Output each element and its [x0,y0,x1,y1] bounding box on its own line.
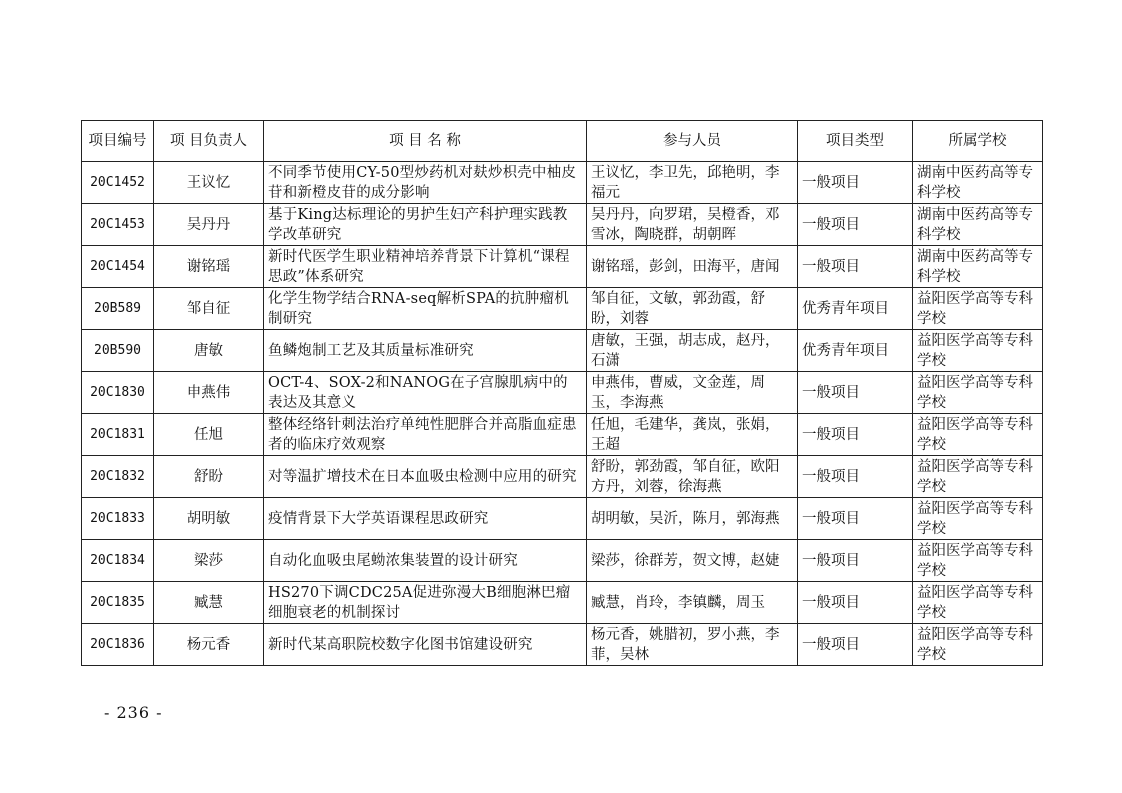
project-type-cell: 一般项目 [798,624,913,666]
header-members: 参与人员 [587,121,798,162]
table-row [82,498,1043,540]
project-type-cell: 一般项目 [798,162,913,204]
table-row [82,246,1043,288]
project-id-cell: 20C1836 [82,624,154,666]
project-id-cell: 20C1831 [82,414,154,456]
project-type-cell: 一般项目 [798,498,913,540]
project-id-cell: 20C1835 [82,582,154,624]
school-cell: 湖南中医药高等专科学校 [913,246,1043,288]
school-cell: 益阳医学高等专科学校 [913,414,1043,456]
members-cell: 臧慧，肖玲，李镇麟，周玉 [587,582,798,624]
school-cell: 益阳医学高等专科学校 [913,456,1043,498]
page-number: - 236 - [104,703,163,722]
members-cell: 梁莎，徐群芳，贺文博，赵婕 [587,540,798,582]
table-row [82,330,1043,372]
table-header-row [82,121,1043,162]
project-id-cell: 20C1834 [82,540,154,582]
project-lead-cell: 吴丹丹 [154,204,264,246]
school-cell: 益阳医学高等专科学校 [913,540,1043,582]
members-cell: 杨元香，姚腊初，罗小燕，李菲，吴林 [587,624,798,666]
members-cell: 谢铭瑶，彭剑，田海平，唐闻 [587,246,798,288]
project-table [81,120,1043,666]
school-cell: 湖南中医药高等专科学校 [913,204,1043,246]
project-lead-cell: 王议忆 [154,162,264,204]
project-name-cell: HS270下调CDC25A促进弥漫大B细胞淋巴瘤细胞衰老的机制探讨 [264,582,587,624]
members-cell: 唐敏，王强，胡志成，赵丹，石潇 [587,330,798,372]
project-id-cell: 20B589 [82,288,154,330]
members-cell: 吴丹丹，向罗珺，吴橙香，邓雪冰，陶晓群，胡朝晖 [587,204,798,246]
table-row [82,624,1043,666]
project-id-cell: 20C1832 [82,456,154,498]
project-lead-cell: 邹自征 [154,288,264,330]
project-type-cell: 一般项目 [798,540,913,582]
project-name-cell: 鱼鳞炮制工艺及其质量标准研究 [264,330,587,372]
table-body [82,162,1043,666]
project-name-cell: OCT-4、SOX-2和NANOG在子宫腺肌病中的表达及其意义 [264,372,587,414]
table-row [82,288,1043,330]
project-type-cell: 优秀青年项目 [798,330,913,372]
project-name-cell: 新时代某高职院校数字化图书馆建设研究 [264,624,587,666]
project-lead-cell: 申燕伟 [154,372,264,414]
project-lead-cell: 唐敏 [154,330,264,372]
project-id-cell: 20C1833 [82,498,154,540]
project-name-cell: 整体经络针刺法治疗单纯性肥胖合并高脂血症患者的临床疗效观察 [264,414,587,456]
school-cell: 益阳医学高等专科学校 [913,624,1043,666]
project-type-cell: 一般项目 [798,582,913,624]
project-lead-cell: 舒盼 [154,456,264,498]
project-type-cell: 一般项目 [798,414,913,456]
members-cell: 申燕伟，曹威，文金莲，周玉，李海燕 [587,372,798,414]
project-lead-cell: 谢铭瑶 [154,246,264,288]
project-lead-cell: 杨元香 [154,624,264,666]
header-project-lead: 项 目负责人 [154,121,264,162]
project-id-cell: 20C1830 [82,372,154,414]
project-id-cell: 20C1452 [82,162,154,204]
project-lead-cell: 臧慧 [154,582,264,624]
members-cell: 任旭，毛建华，龚岚，张娟，王超 [587,414,798,456]
header-project-type: 项目类型 [798,121,913,162]
school-cell: 益阳医学高等专科学校 [913,372,1043,414]
project-name-cell: 基于King达标理论的男护生妇产科护理实践教学改革研究 [264,204,587,246]
project-type-cell: 一般项目 [798,456,913,498]
project-name-cell: 化学生物学结合RNA-seq解析SPA的抗肿瘤机制研究 [264,288,587,330]
project-id-cell: 20B590 [82,330,154,372]
project-id-cell: 20C1454 [82,246,154,288]
project-lead-cell: 胡明敏 [154,498,264,540]
table-row [82,162,1043,204]
project-name-cell: 新时代医学生职业精神培养背景下计算机“课程思政”体系研究 [264,246,587,288]
project-lead-cell: 任旭 [154,414,264,456]
project-type-cell: 一般项目 [798,204,913,246]
project-type-cell: 一般项目 [798,372,913,414]
school-cell: 益阳医学高等专科学校 [913,498,1043,540]
header-project-name: 项 目 名 称 [264,121,587,162]
table-row [82,540,1043,582]
table-row [82,372,1043,414]
header-school: 所属学校 [913,121,1043,162]
project-type-cell: 一般项目 [798,246,913,288]
project-name-cell: 对等温扩增技术在日本血吸虫检测中应用的研究 [264,456,587,498]
header-project-id: 项目编号 [82,121,154,162]
table-row [82,204,1043,246]
members-cell: 邹自征，文敏，郭劲霞，舒盼，刘蓉 [587,288,798,330]
project-lead-cell: 梁莎 [154,540,264,582]
school-cell: 益阳医学高等专科学校 [913,288,1043,330]
table-row [82,414,1043,456]
project-name-cell: 疫情背景下大学英语课程思政研究 [264,498,587,540]
school-cell: 益阳医学高等专科学校 [913,582,1043,624]
members-cell: 王议忆，李卫先，邱艳明，李福元 [587,162,798,204]
members-cell: 胡明敏，吴沂，陈月，郭海燕 [587,498,798,540]
table-row [82,582,1043,624]
members-cell: 舒盼，郭劲霞，邹自征，欧阳方丹，刘蓉，徐海燕 [587,456,798,498]
project-name-cell: 不同季节使用CY-50型炒药机对麸炒枳壳中柚皮苷和新橙皮苷的成分影响 [264,162,587,204]
project-id-cell: 20C1453 [82,204,154,246]
table-row [82,456,1043,498]
project-name-cell: 自动化血吸虫尾蚴浓集装置的设计研究 [264,540,587,582]
school-cell: 益阳医学高等专科学校 [913,330,1043,372]
school-cell: 湖南中医药高等专科学校 [913,162,1043,204]
project-type-cell: 优秀青年项目 [798,288,913,330]
